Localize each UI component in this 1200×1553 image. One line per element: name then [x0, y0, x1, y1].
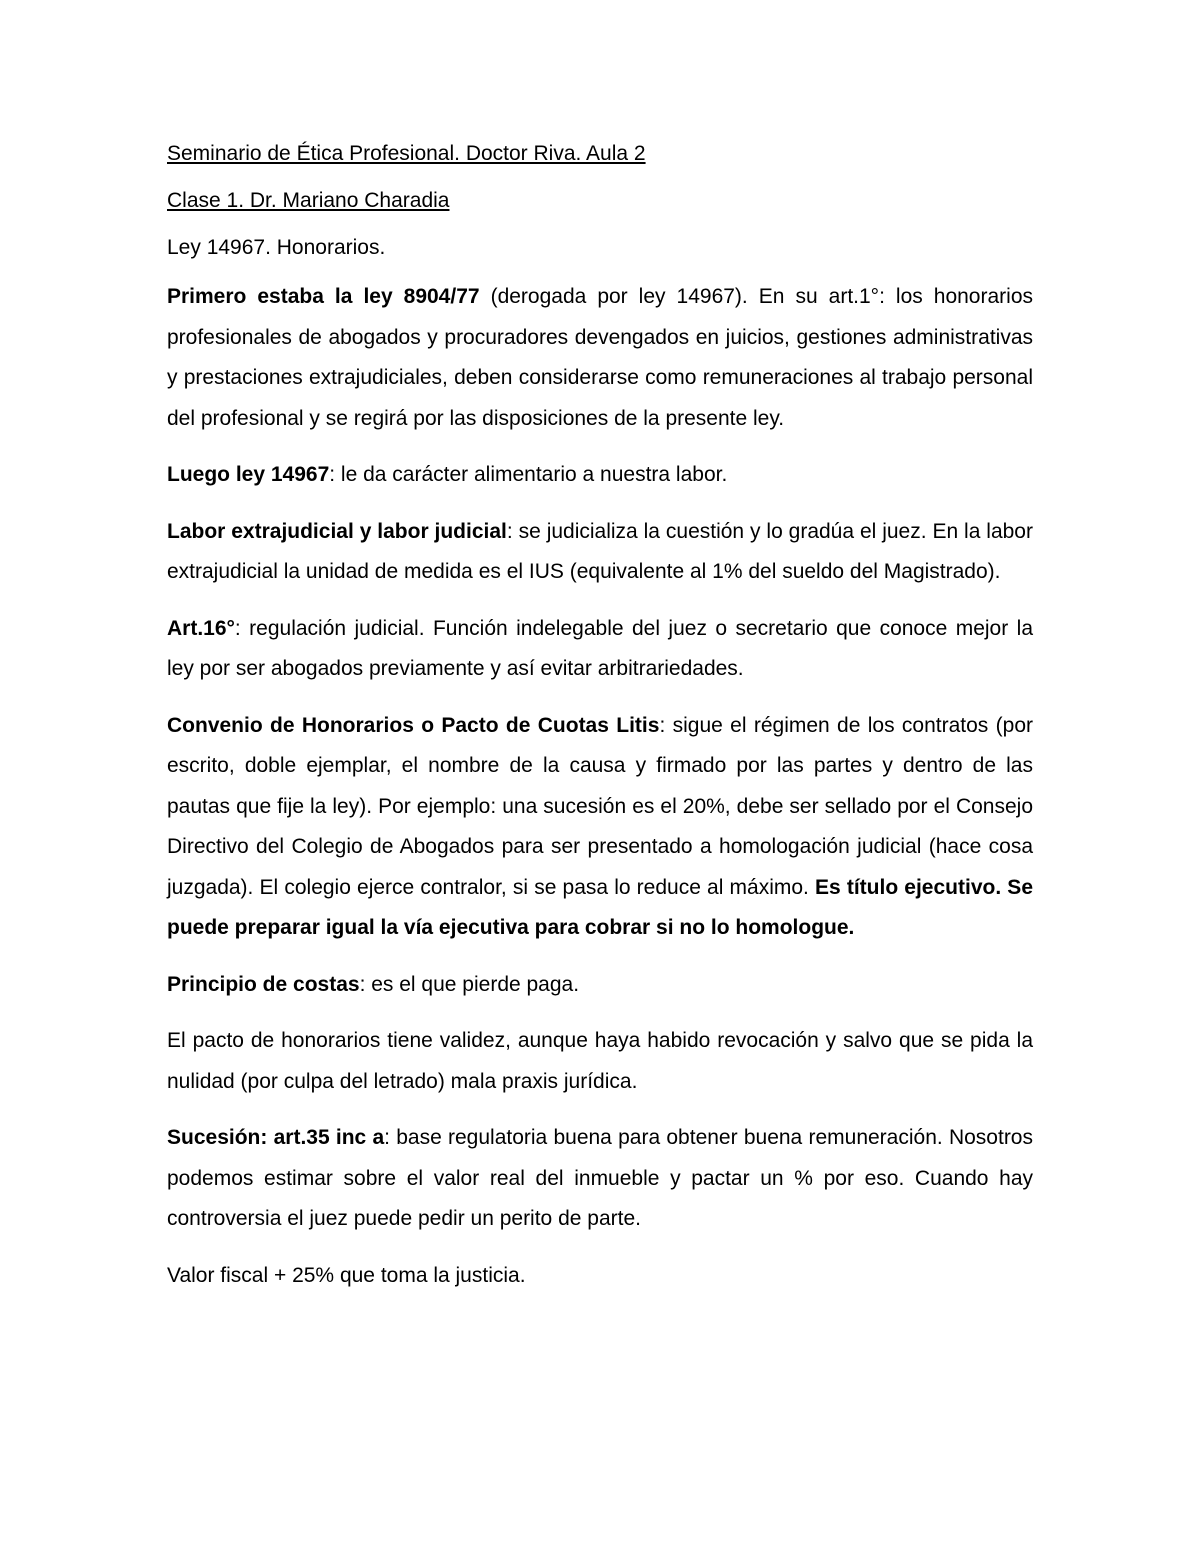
paragraph-convenio-text: : sigue el régimen de los contratos (por escrito, doble ejemplar, el nombre de la causa y firmado por las partes y dentro de las pautas que fije la ley). Por ejemplo: una sucesión es el 20%, debe ser sellado por el Consejo Directivo del Colegio de Abogados para ser presentado a homologación judicial (hace cosa juzgada). El colegio ejerce contralor, si se pasa lo reduce al máximo. [167, 713, 1033, 899]
seminar-title-text: Seminario de Ética Profesional. Doctor Riva. Aula 2 [167, 142, 646, 165]
paragraph-ley-14967-heading: Luego ley 14967 [167, 463, 330, 486]
seminar-title [167, 136, 1033, 171]
paragraph-sucesion-text: : base regulatoria buena para obtener buena remuneración. Nosotros podemos estimar sobre el valor real del inmueble y pactar un % por eso. Cuando hay controversia el juez puede pedir un perito de parte. [167, 1126, 1033, 1230]
paragraph-sucesion-heading: Sucesión: art.35 inc a [167, 1126, 385, 1149]
paragraph-pacto [167, 1021, 1033, 1102]
paragraph-labor [167, 512, 1033, 593]
document-body [167, 136, 1033, 1312]
paragraph-labor-text: : se judicializa la cuestión y lo gradúa el juez. En la labor extrajudicial la unidad de medida es el IUS (equivalente al 1% del sueldo del Magistrado). [167, 519, 1033, 583]
paragraph-ley-8904-heading: Primero estaba la ley 8904/77 [167, 285, 480, 308]
paragraph-ley-8904-text: (derogada por ley 14967). En su art.1°: los honorarios profesionales de abogados y procuradores devengados en juicios, gestiones administrativas y prestaciones extrajudiciales, deben considerarse como remuneraciones al trabajo personal del profesional y se regirá por las disposiciones de la presente ley. [167, 285, 1033, 430]
paragraph-ley-14967-text: : le da carácter alimentario a nuestra labor. [329, 463, 728, 486]
class-title [167, 183, 1033, 218]
law-title-text: Ley 14967. Honorarios. [167, 236, 386, 259]
paragraph-convenio-heading: Convenio de Honorarios o Pacto de Cuotas Litis [167, 713, 660, 737]
paragraph-costas-text: : es el que pierde paga. [359, 972, 580, 996]
paragraph-sucesion [167, 1118, 1033, 1240]
paragraph-art-16 [167, 609, 1033, 690]
paragraph-art-16-text: : regulación judicial. Función indelegable del juez o secretario que conoce mejor la ley por ser abogados previamente y así evitar arbitrariedades. [167, 616, 1033, 680]
paragraph-art-16-heading: Art.16° [167, 616, 235, 640]
paragraph-valor-fiscal [167, 1256, 1033, 1297]
paragraph-labor-heading: Labor extrajudicial y labor judicial [167, 519, 507, 543]
paragraph-costas-heading: Principio de costas [167, 972, 360, 996]
paragraph-convenio [167, 706, 1033, 949]
paragraph-costas [167, 965, 1033, 1006]
paragraph-ley-8904 [167, 277, 1033, 439]
paragraph-ley-14967 [167, 455, 1033, 496]
paragraph-pacto-text: El pacto de honorarios tiene validez, aunque haya habido revocación y salvo que se pida la nulidad (por culpa del letrado) mala praxis jurídica. [167, 1029, 1033, 1093]
paragraph-convenio-bold-end: Es título ejecutivo. Se puede preparar igual la vía ejecutiva para cobrar si no lo homologue. [167, 875, 1033, 939]
class-title-text: Clase 1. Dr. Mariano Charadia [167, 189, 450, 212]
law-title [167, 230, 1033, 265]
paragraph-valor-fiscal-text: Valor fiscal + 25% que toma la justicia. [167, 1263, 526, 1287]
